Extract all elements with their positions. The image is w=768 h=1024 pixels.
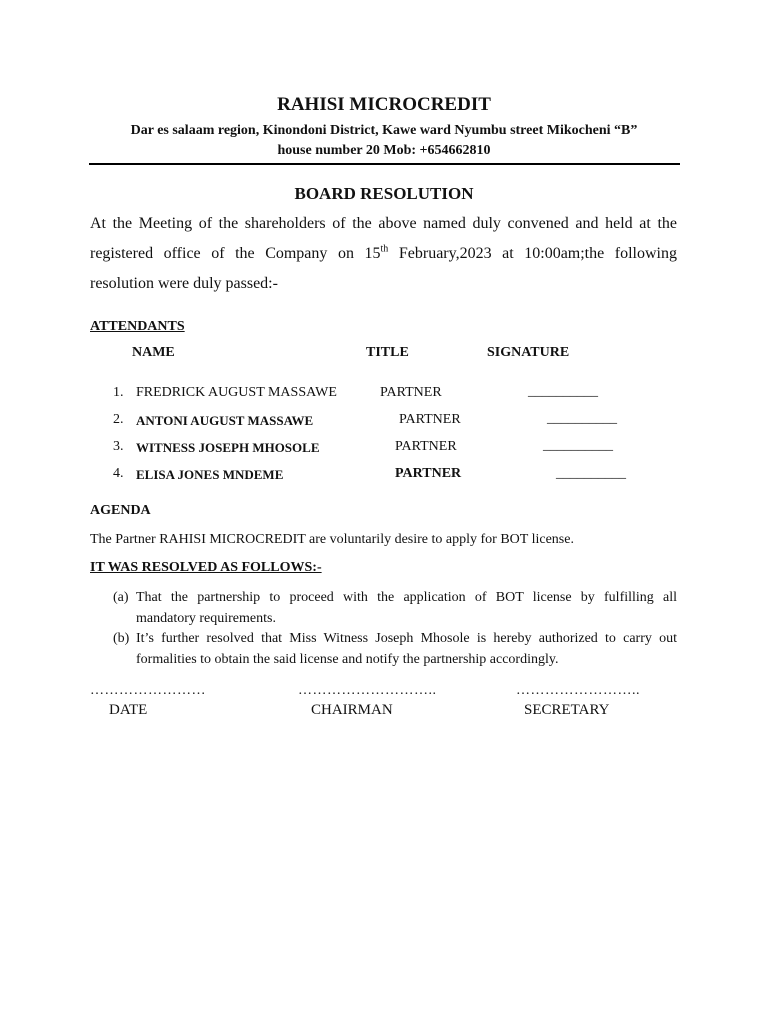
resolution-item-text-line-1: It’s further resolved that Miss Witness Joseph Mhosole is hereby authorized to carry out: [136, 631, 677, 646]
intro-line-2-post: February,2023 at 10:00am;the following: [388, 245, 678, 262]
attendant-name: ELISA JONES MNDEME: [136, 467, 284, 482]
attendant-name: ANTONI AUGUST MASSAWE: [136, 413, 314, 428]
resolution-item-text-line-1: That the partnership to proceed with the application of BOT license by fulfilling all: [136, 590, 677, 605]
attendant-signature-line: __________: [543, 438, 613, 453]
attendant-name: WITNESS JOSEPH MHOSOLE: [136, 440, 320, 455]
attendant-signature-line: __________: [556, 466, 626, 481]
column-header-title: TITLE: [366, 345, 409, 360]
resolved-heading: IT WAS RESOLVED AS FOLLOWS:-: [90, 560, 322, 575]
header-divider: [89, 163, 680, 165]
attendant-signature-line: __________: [528, 384, 598, 399]
column-header-signature: SIGNATURE: [487, 345, 570, 360]
company-name: RAHISI MICROCREDIT: [277, 94, 491, 115]
secretary-signature-line: ……………………..: [516, 683, 640, 698]
address-line-1: Dar es salaam region, Kinondoni District, Kawe ward Nyumbu street Mikocheni “B”: [130, 123, 638, 138]
secretary-label: SECRETARY: [524, 702, 610, 718]
resolution-item-marker: (a): [113, 590, 129, 605]
column-header-name: NAME: [132, 345, 175, 360]
date-signature-line: ……………………: [90, 683, 206, 698]
agenda-text: The Partner RAHISI MICROCREDIT are voluntarily desire to apply for BOT license.: [90, 532, 574, 547]
attendant-title: PARTNER: [395, 439, 457, 454]
intro-line-3: resolution were duly passed:-: [90, 275, 278, 292]
attendant-number: 3.: [113, 439, 124, 454]
attendant-title: PARTNER: [399, 412, 461, 427]
agenda-heading: AGENDA: [90, 503, 151, 518]
attendant-number: 2.: [113, 412, 124, 427]
date-label: DATE: [109, 702, 148, 718]
attendant-signature-line: __________: [547, 411, 617, 426]
ordinal-suffix: th: [380, 243, 389, 255]
resolution-title: BOARD RESOLUTION: [294, 184, 474, 203]
attendant-number: 1.: [113, 385, 124, 400]
resolution-item-marker: (b): [113, 631, 130, 646]
chairman-signature-line: ………………………..: [298, 683, 437, 698]
attendants-heading: ATTENDANTS: [90, 319, 185, 334]
chairman-label: CHAIRMAN: [311, 702, 393, 718]
attendant-title: PARTNER: [395, 466, 462, 481]
address-line-2: house number 20 Mob: +654662810: [277, 143, 491, 158]
resolution-item-text-line-2: mandatory requirements.: [136, 611, 276, 626]
resolution-item-text-line-2: formalities to obtain the said license and notify the partnership accordingly.: [136, 652, 559, 667]
attendant-name: FREDRICK AUGUST MASSAWE: [136, 385, 337, 400]
attendant-number: 4.: [113, 466, 124, 481]
intro-line-2-pre: registered office of the Company on 15: [90, 245, 381, 262]
intro-line-2: [90, 245, 677, 263]
intro-line-1: At the Meeting of the shareholders of the above named duly convened and held at the: [90, 215, 677, 232]
attendant-title: PARTNER: [380, 385, 442, 400]
